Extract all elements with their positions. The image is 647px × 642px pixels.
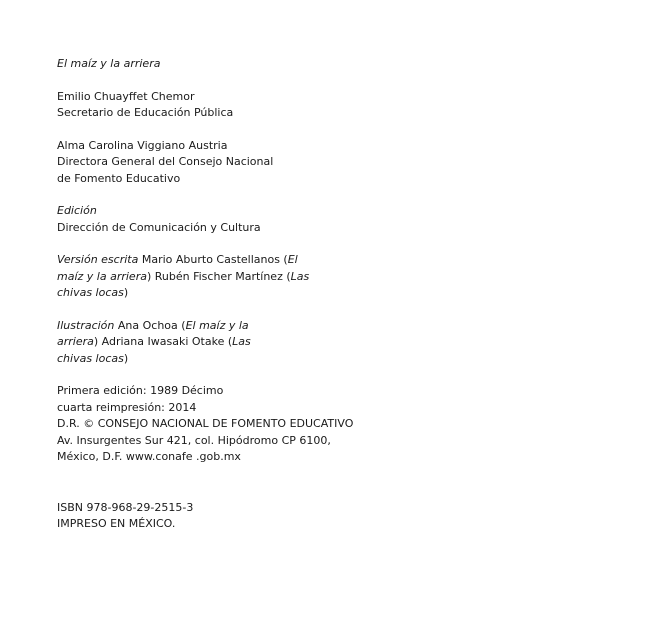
- illustration-line2: [57, 334, 387, 351]
- written-version-title1-end: maíz y la arriera: [57, 269, 147, 283]
- written-version-line3: [57, 285, 387, 302]
- written-version-title2-start: Las: [290, 269, 310, 283]
- written-version-title1-start: El: [287, 253, 298, 266]
- illustration-author2: ) Adriana Iwasaki Otake (: [93, 335, 233, 348]
- isbn-block: [57, 500, 387, 533]
- illustration-title2-end: chivas locas: [57, 351, 124, 365]
- edition-label: Edición: [57, 204, 97, 217]
- written-version-line2: [57, 269, 387, 286]
- secretary-block: [57, 89, 387, 122]
- written-version-block: [57, 252, 387, 302]
- director-block: [57, 138, 387, 188]
- illustration-title2-start: Las: [232, 335, 251, 348]
- city-web-line: México, D.F. www.conafe .gob.mx: [57, 450, 241, 463]
- first-edition-line: Primera edición: 1989 Décimo: [57, 384, 224, 397]
- illustration-line1: [57, 318, 387, 335]
- illustration-line3: [57, 351, 387, 368]
- written-version-author1: Mario Aburto Castellanos (: [138, 253, 288, 266]
- illustration-author1: Ana Ochoa (: [114, 318, 186, 332]
- address-line: Av. Insurgentes Sur 421, col. Hipódromo CP 6100,: [57, 433, 331, 447]
- written-version-author2: ) Rubén Fischer Martínez (: [146, 269, 291, 283]
- illustration-title1-end: arriera: [57, 335, 94, 348]
- written-version-close: ): [123, 286, 129, 299]
- copyright-line: D.R. © CONSEJO NACIONAL DE FOMENTO EDUCATIVO: [57, 417, 354, 430]
- copyright-page: [57, 56, 387, 533]
- director-name: Alma Carolina Viggiano Austria: [57, 138, 228, 152]
- isbn-line: ISBN 978-968-29-2515-3: [57, 500, 194, 514]
- edition-block: [57, 203, 387, 236]
- illustration-close: ): [123, 351, 129, 365]
- written-version-title2-end: chivas locas: [57, 286, 124, 299]
- secretary-name: Emilio Chuayffet Chemor: [57, 89, 195, 103]
- printed-in-line: IMPRESO EN MÉXICO.: [57, 517, 176, 530]
- director-role-line2: de Fomento Educativo: [57, 171, 181, 185]
- book-title-block: [57, 56, 387, 73]
- secretary-role: Secretario de Educación Pública: [57, 106, 234, 119]
- reprint-line: cuarta reimpresión: 2014: [57, 400, 197, 414]
- director-role-line1: Directora General del Consejo Nacional: [57, 155, 274, 168]
- illustration-label: Ilustración: [57, 318, 115, 332]
- illustration-title1-start: El maíz y la: [185, 318, 249, 332]
- edition-value: Dirección de Comunicación y Cultura: [57, 220, 261, 234]
- book-title: El maíz y la arriera: [57, 57, 161, 70]
- written-version-label: Versión escrita: [57, 253, 139, 266]
- written-version-line1: [57, 252, 387, 269]
- illustration-block: [57, 318, 387, 368]
- publication-block: [57, 383, 387, 466]
